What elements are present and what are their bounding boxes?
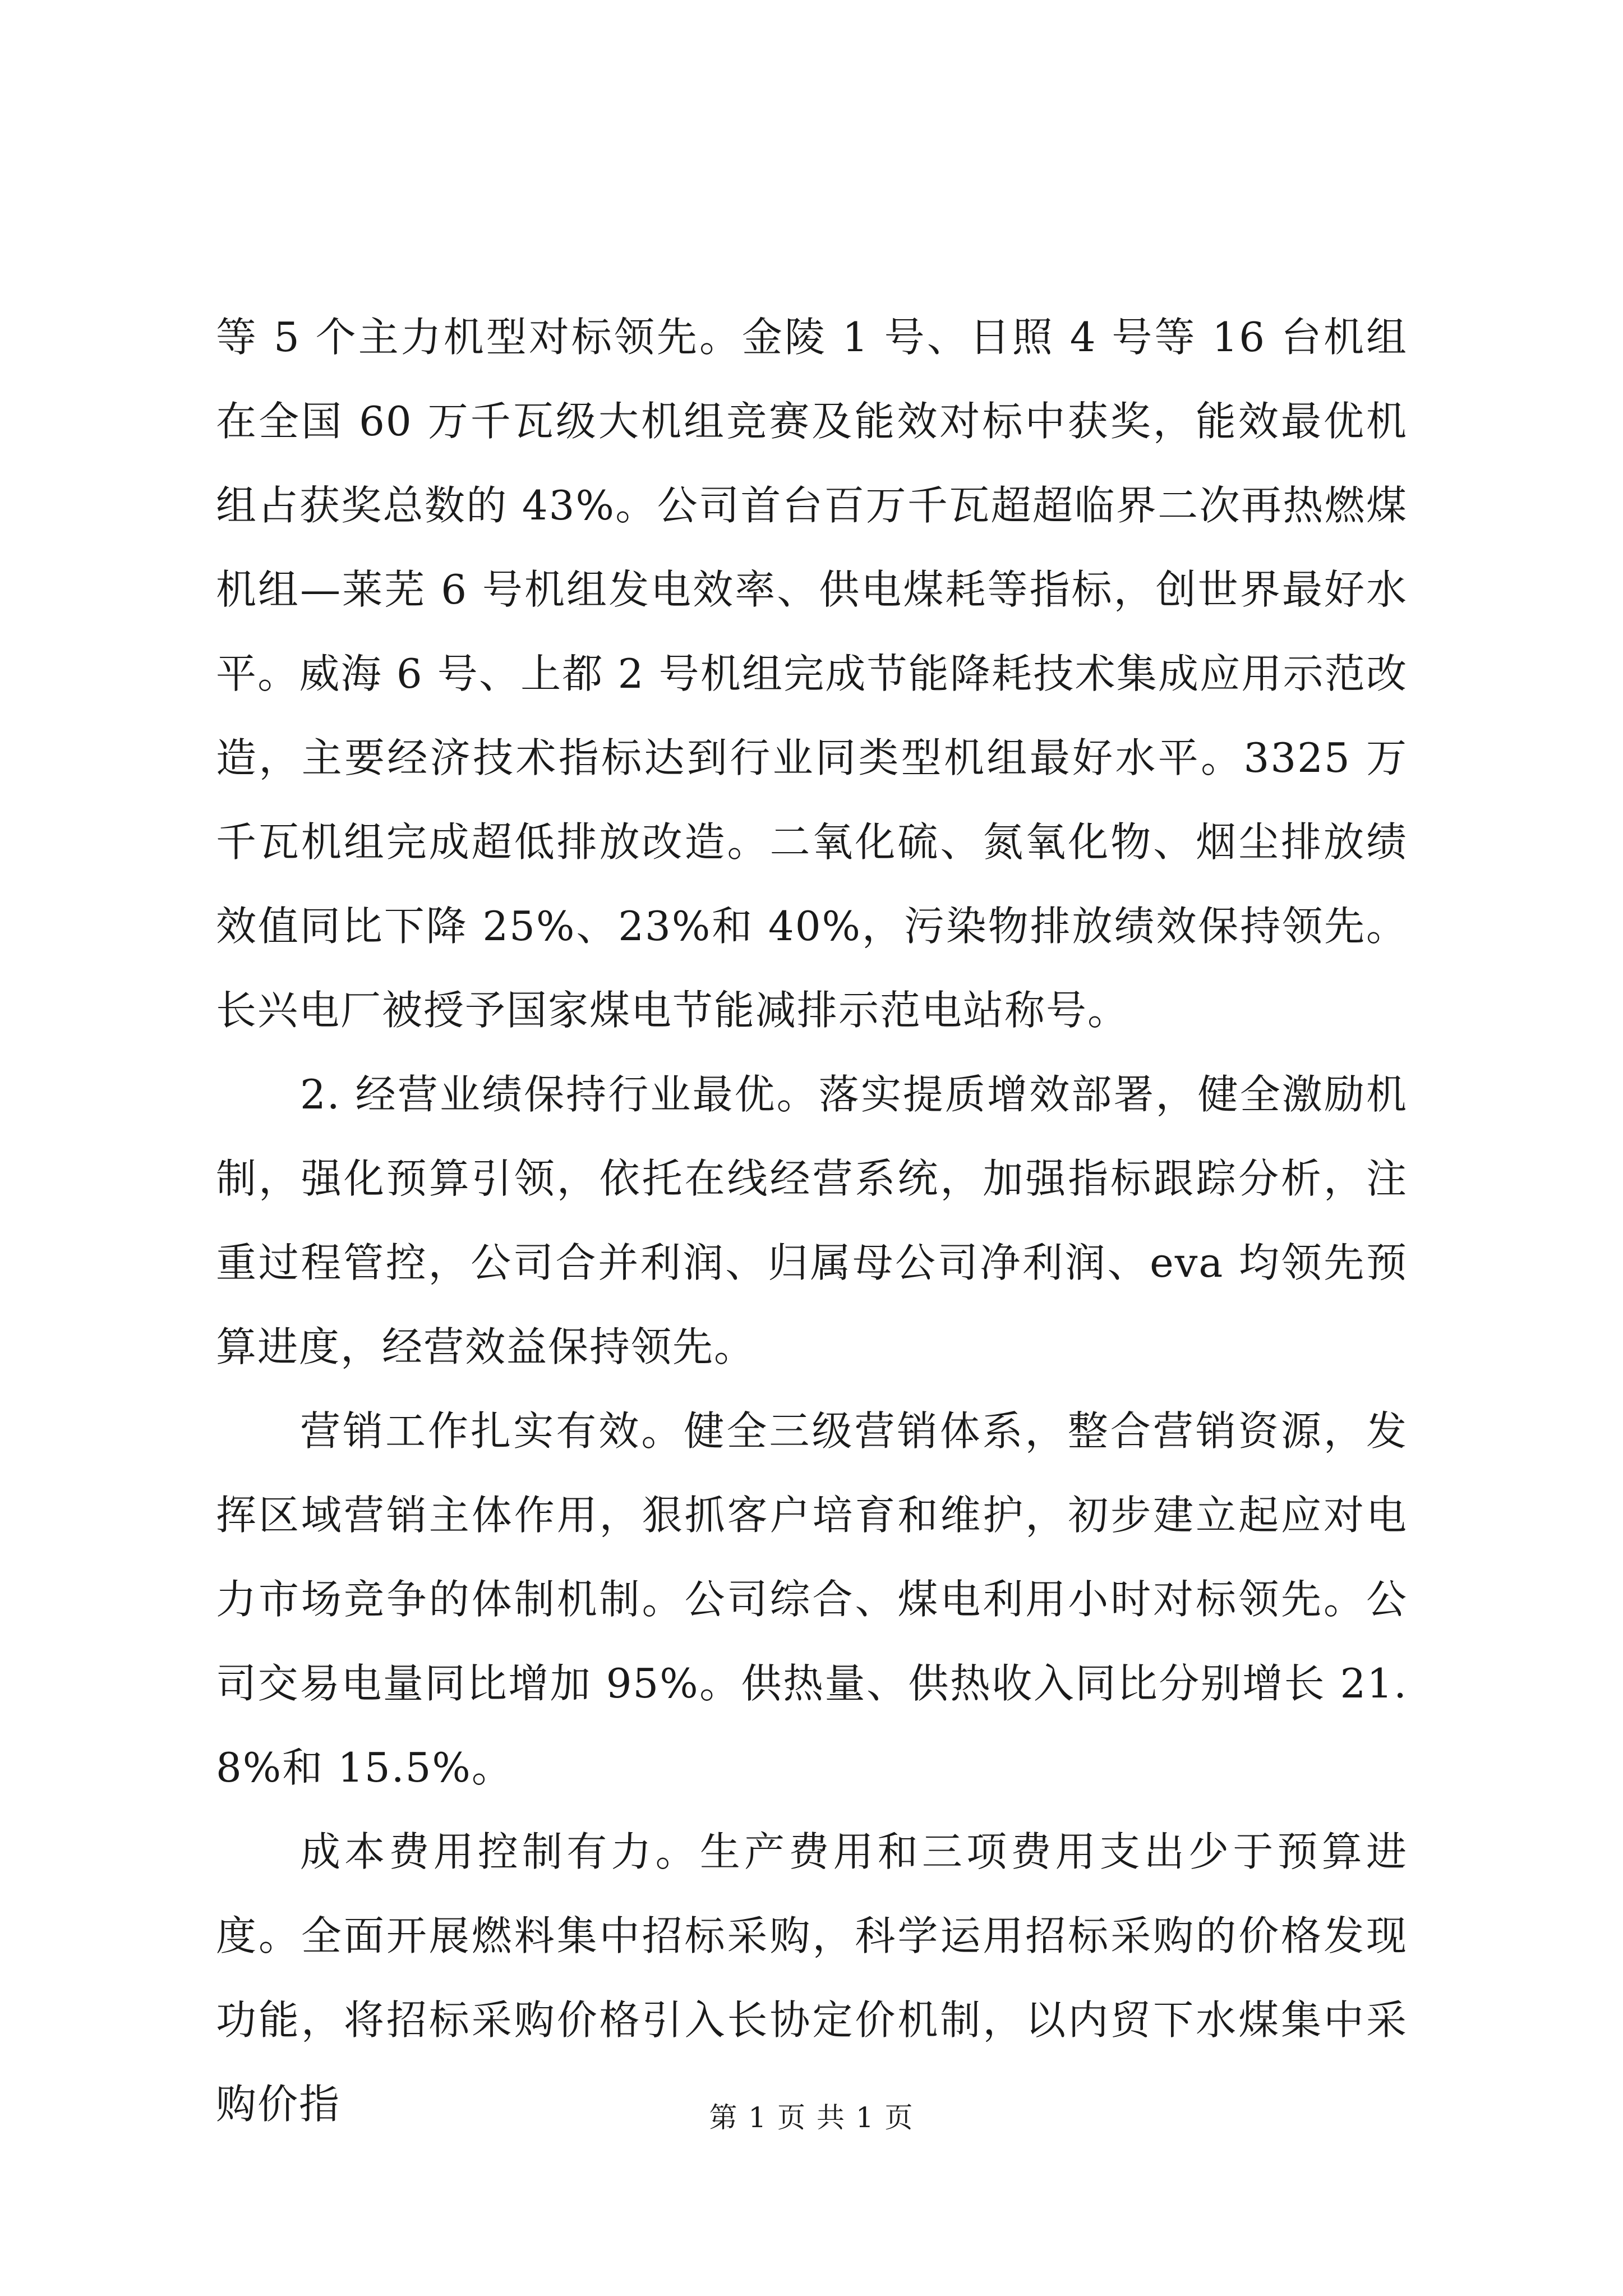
document-body	[216, 295, 1408, 2146]
paragraph-1: 等 5 个主力机型对标领先。金陵 1 号、日照 4 号等 16 台机组在全国 60 万千瓦级大机组竞赛及能效对标中获奖，能效最优机组占获奖总数的 43%。公司首台百万千瓦超超临界二次再热燃煤机组—莱芜 6 号机组发电效率、供电煤耗等指标，创世界最好水平。威海 6 号、上都 2 号机组完成节能降耗技术集成应用示范改造，主要经济技术指标达到行业同类型机组最好水平。3325 万千瓦机组完成超低排放改造。二氧化硫、氮氧化物、烟尘排放绩效值同比下降 25%、23%和 40%，污染物排放绩效保持领先。长兴电厂被授予国家煤电节能减排示范电站称号。	[216, 314, 1408, 1034]
paragraph-2: 2. 经营业绩保持行业最优。落实提质增效部署，健全激励机制，强化预算引领，依托在线经营系统，加强指标跟踪分析，注重过程管控，公司合并利润、归属母公司净利润、eva 均领先预算进度，经营效益保持领先。	[216, 1071, 1408, 1370]
page-footer: 第 1 页 共 1 页	[709, 2101, 914, 2134]
paragraph-3: 营销工作扎实有效。健全三级营销体系，整合营销资源，发挥区域营销主体作用，狠抓客户培育和维护，初步建立起应对电力市场竞争的体制机制。公司综合、煤电利用小时对标领先。公司交易电量同比增加 95%。供热量、供热收入同比分别增长 21.8%和 15.5%。	[216, 1407, 1408, 1791]
paragraph-4: 成本费用控制有力。生产费用和三项费用支出少于预算进度。全面开展燃料集中招标采购，科学运用招标采购的价格发现功能，将招标采购价格引入长协定价机制，以内贸下水煤集中采购价指	[216, 1828, 1408, 2128]
